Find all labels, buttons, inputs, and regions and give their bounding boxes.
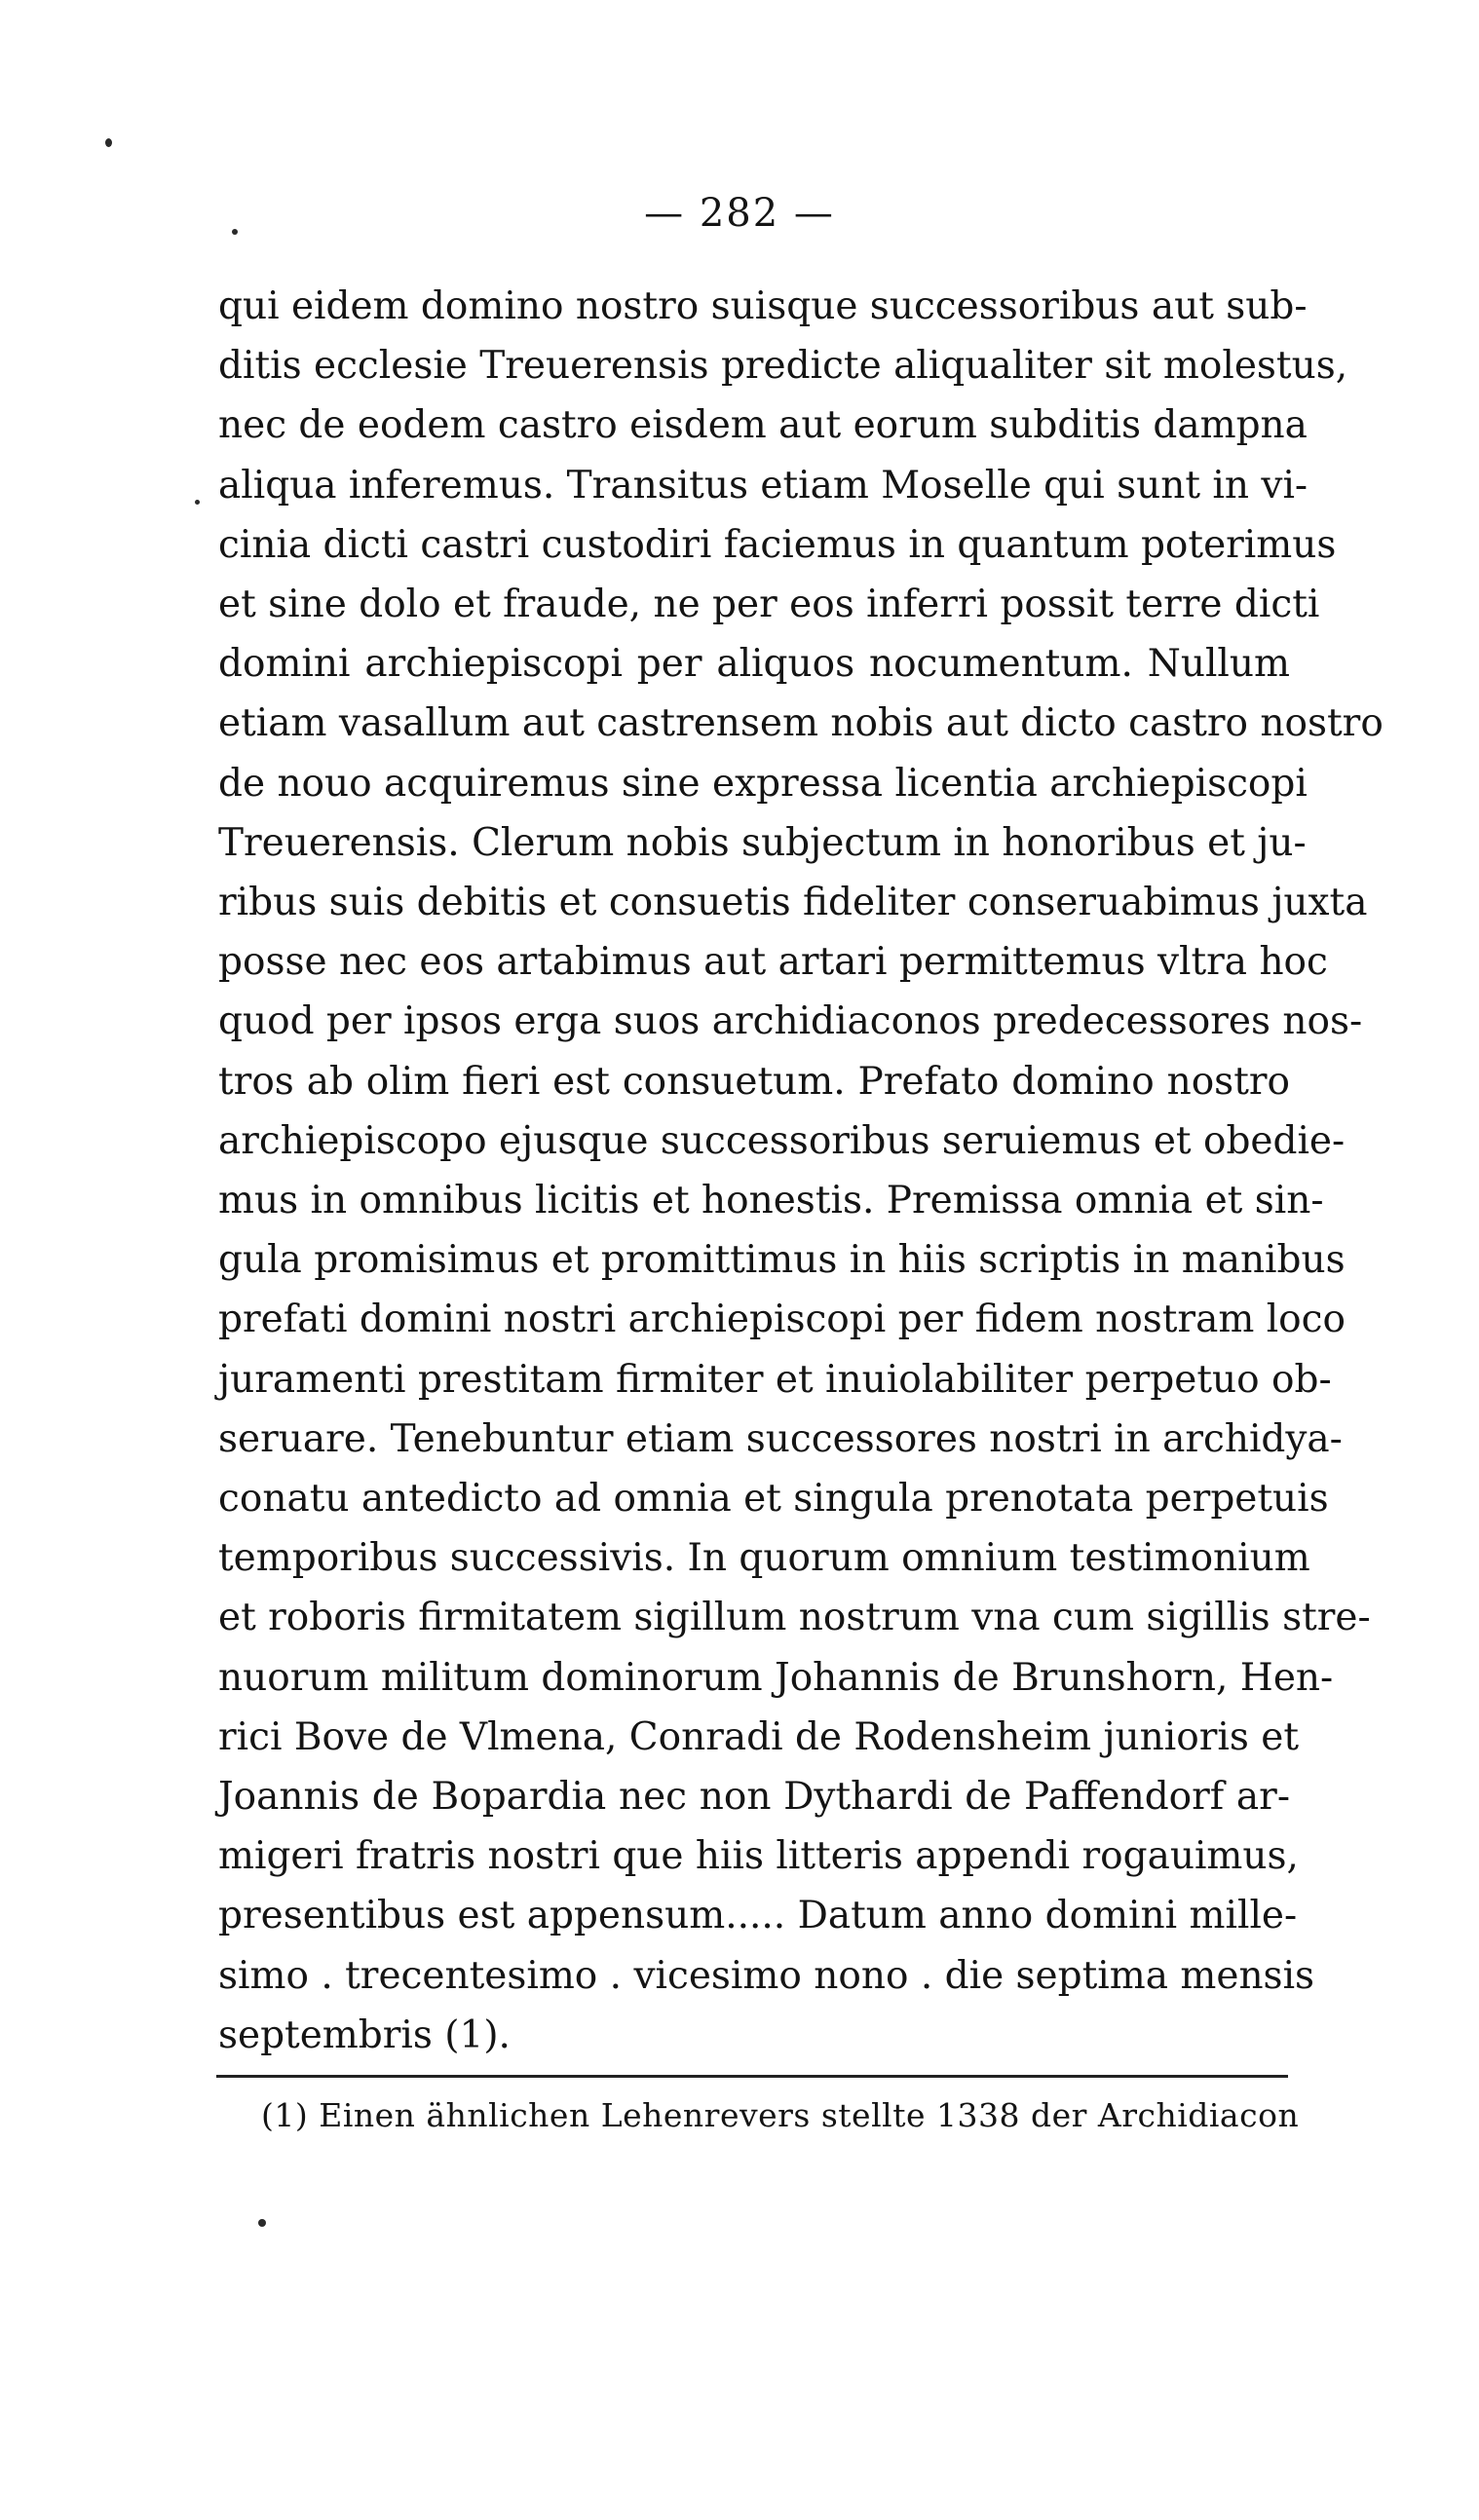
page-number: — 282 — (644, 191, 835, 236)
text-line: qui eidem domino nostro suisque successoribus aut sub- (218, 284, 1308, 328)
footnote: (1) Einen ähnlichen Lehenrevers stellte 1338 der Archidiacon (261, 2096, 1300, 2134)
text-line: cinia dicti castri custodiri faciemus in quantum poterimus (218, 522, 1337, 567)
text-line: quod per ipsos erga suos archidiaconos predecessores nos- (218, 999, 1363, 1044)
text-line: prefati domini nostri archiepiscopi per fidem nostram loco (218, 1298, 1346, 1342)
text-line: rici Bove de Vlmena, Conradi de Rodensheim junioris et (218, 1714, 1300, 1759)
text-line: juramenti prestitam firmiter et inuiolabiliter perpetuo ob- (218, 1357, 1332, 1402)
text-line: conatu antedicto ad omnia et singula prenotata perpetuis (218, 1477, 1329, 1522)
text-line: Joannis de Bopardia nec non Dythardi de Paffendorf ar- (218, 1775, 1290, 1820)
text-line: Treuerensis. Clerum nobis subjectum in honoribus et ju- (218, 820, 1307, 865)
text-line: et roboris firmitatem sigillum nostrum vna cum sigillis stre- (218, 1596, 1371, 1640)
text-line: nuorum militum dominorum Johannis de Brunshorn, Hen- (218, 1655, 1334, 1700)
text-line: seruare. Tenebuntur etiam successores nostri in archidya- (218, 1416, 1343, 1461)
text-line: septembris (1). (218, 2012, 511, 2057)
text-line: presentibus est appensum..... Datum anno domini mille- (218, 1894, 1298, 1938)
text-line: gula promisimus et promittimus in hiis scriptis in manibus (218, 1238, 1346, 1283)
scan-speck (258, 2219, 266, 2227)
text-line: archiepiscopo ejusque successoribus seruiemus et obedie- (218, 1118, 1346, 1163)
text-line: nec de eodem castro eisdem aut eorum subditis dampna (218, 403, 1308, 448)
text-line: temporibus successivis. In quorum omnium testimonium (218, 1536, 1310, 1581)
scan-speck (195, 500, 200, 505)
footnote-divider (216, 2075, 1288, 2078)
text-line: migeri fratris nostri que hiis litteris appendi rogauimus, (218, 1834, 1299, 1879)
text-line: simo . trecentesimo . vicesimo nono . die septima mensis (218, 1953, 1315, 1998)
text-line: ribus suis debitis et consuetis fideliter conseruabimus juxta (218, 881, 1368, 925)
text-line: aliqua inferemus. Transitus etiam Moselle qui sunt in vi- (218, 463, 1308, 508)
text-line: etiam vasallum aut castrensem nobis aut dicto castro nostro (218, 701, 1384, 746)
text-line: tros ab olim fieri est consuetum. Prefato domino nostro (218, 1059, 1290, 1104)
scan-speck (232, 229, 238, 235)
text-line: et sine dolo et fraude, ne per eos inferri possit terre dicti (218, 583, 1320, 627)
text-line: posse nec eos artabimus aut artari permittemus vltra hoc (218, 940, 1328, 985)
text-line: de nouo acquiremus sine expressa licentia archiepiscopi (218, 761, 1308, 806)
main-text-block (218, 277, 1384, 2065)
text-line: mus in omnibus licitis et honestis. Premissa omnia et sin- (218, 1179, 1324, 1223)
text-line: ditis ecclesie Treuerensis predicte aliqualiter sit molestus, (218, 344, 1348, 389)
text-line: domini archiepiscopi per aliquos nocumentum. Nullum (218, 642, 1290, 687)
scan-speck (105, 138, 112, 147)
